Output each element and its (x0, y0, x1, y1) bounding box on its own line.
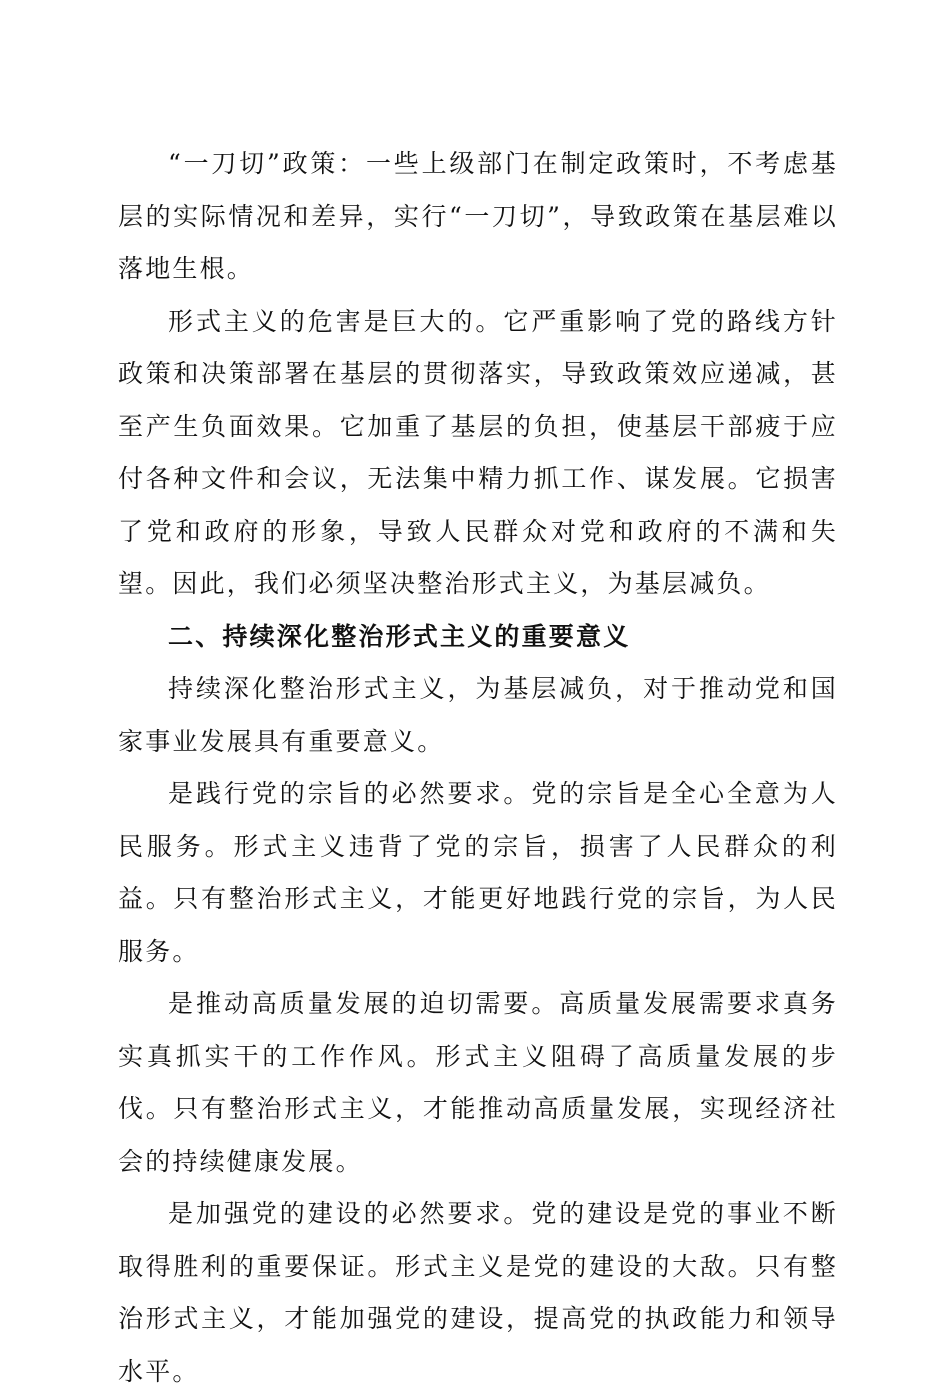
section-heading-2: 二、持续深化整治形式主义的重要意义 (168, 621, 631, 651)
paragraph-high-quality-development: 是推动高质量发展的迫切需要。高质量发展需要求真务实真抓实干的工作作风。形式主义阻碍了高质量发展的步伐。只有整治形式主义，才能推动高质量发展，实现经济社会的持续健康发展。 (118, 989, 838, 1176)
paragraph-party-building: 是加强党的建设的必然要求。党的建设是党的事业不断取得胜利的重要保证。形式主义是党的建设的大敌。只有整治形式主义，才能加强党的建设，提高党的执政能力和领导水平。 (118, 1199, 838, 1386)
paragraph-one-size-fits-all: “一刀切”政策：一些上级部门在制定政策时，不考虑基层的实际情况和差异，实行“一刀切”，导致政策在基层难以落地生根。 (118, 149, 838, 283)
paragraph-harms-of-formalism: 形式主义的危害是巨大的。它严重影响了党的路线方针政策和决策部署在基层的贯彻落实，导致政策效应递减，甚至产生负面效果。它加重了基层的负担，使基层干部疲于应付各种文件和会议，无法集中精力抓工作、谋发展。它损害了党和政府的形象，导致人民群众对党和政府的不满和失望。因此，我们必须坚决整治形式主义，为基层减负。 (118, 306, 838, 598)
paragraph-significance-intro: 持续深化整治形式主义，为基层减负，对于推动党和国家事业发展具有重要意义。 (118, 674, 838, 756)
paragraph-party-purpose: 是践行党的宗旨的必然要求。党的宗旨是全心全意为人民服务。形式主义违背了党的宗旨，损害了人民群众的利益。只有整治形式主义，才能更好地践行党的宗旨，为人民服务。 (118, 779, 838, 966)
